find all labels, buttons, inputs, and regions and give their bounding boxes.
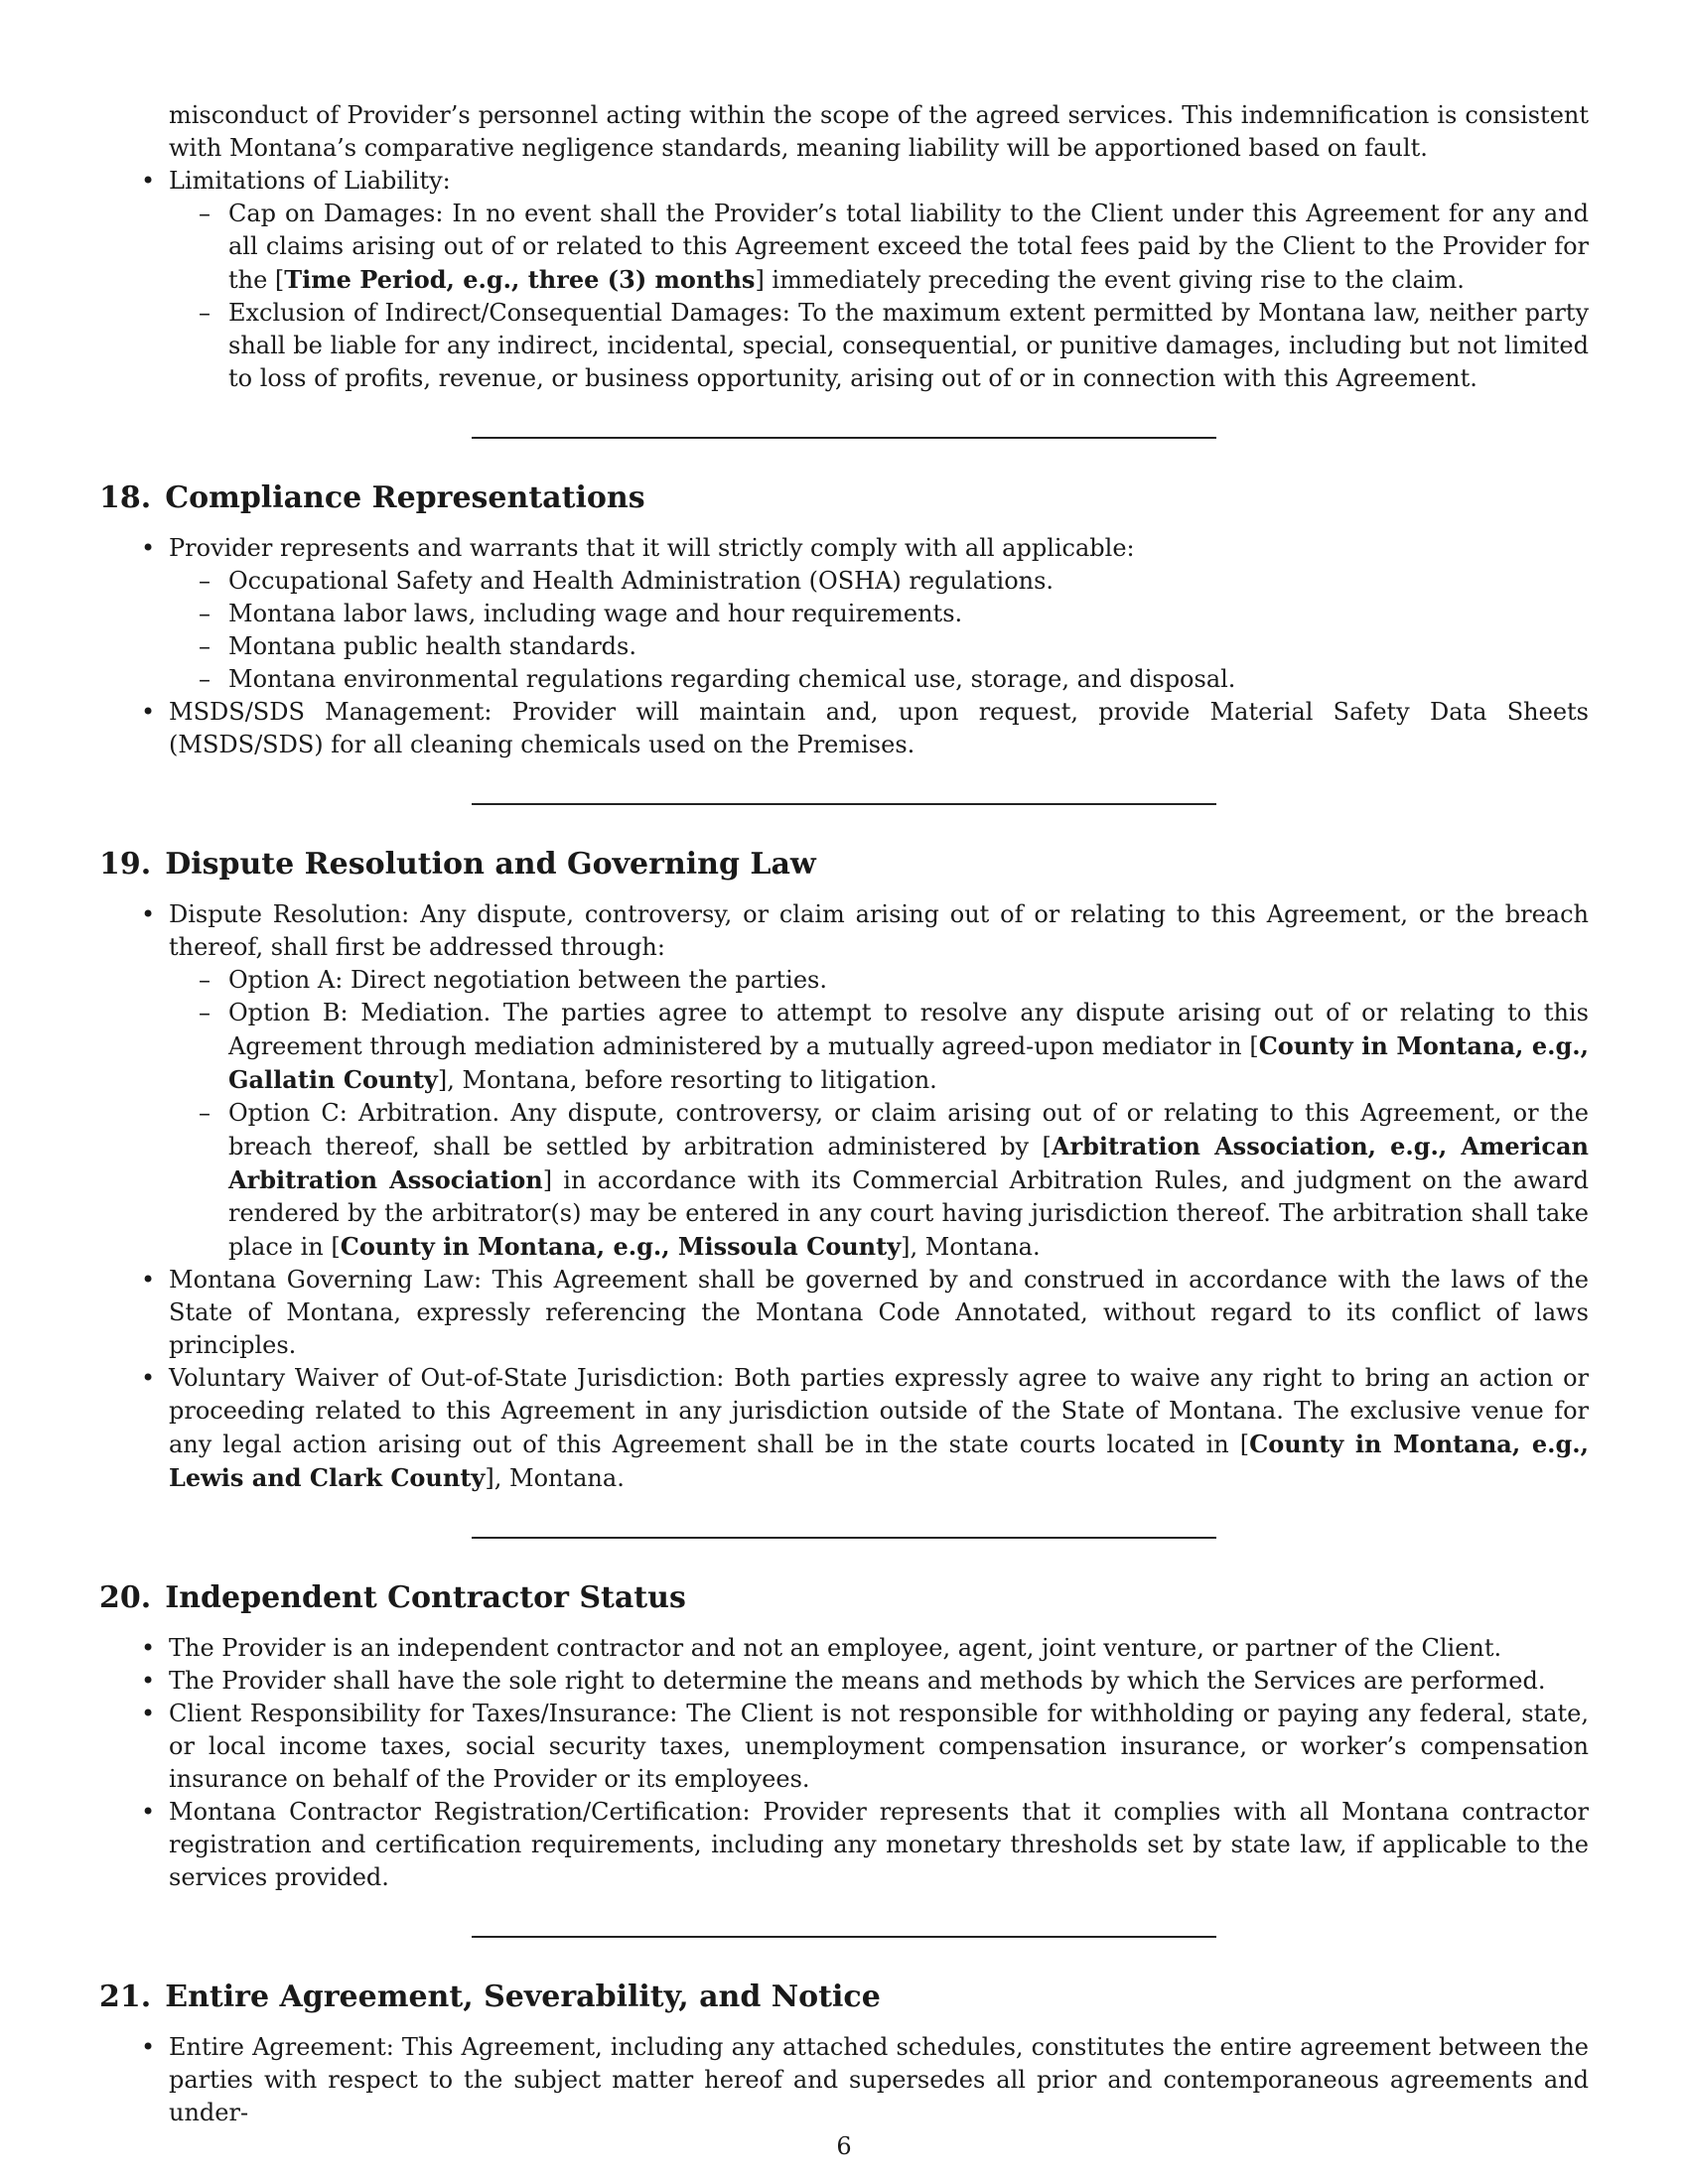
list-item xyxy=(228,297,1589,395)
option-c-placeholder-county: County in Montana, e.g., Missoula County xyxy=(340,1232,902,1261)
list-item xyxy=(228,997,1589,1097)
dispute-options xyxy=(169,964,1589,1264)
section-divider xyxy=(472,803,1216,805)
list-item xyxy=(228,198,1589,297)
list-item: • The Provider shall have the sole right to determine the means and methods by which the Services are performed. xyxy=(169,1665,1589,1698)
list-item: – Occupational Safety and Health Administration (OSHA) regulations. xyxy=(228,565,1589,598)
contractor-list xyxy=(99,1632,1589,1894)
list-item xyxy=(169,898,1589,1264)
option-c-placeholder-association: Arbitration Association, e.g., American Arbitration Association xyxy=(228,1132,1589,1194)
limitations-label: Limitations of Liability: xyxy=(169,167,451,195)
section-heading-19 xyxy=(99,847,1589,883)
section-heading-20 xyxy=(99,1580,1589,1616)
option-b-pre: Option B: Mediation. The parties agree to attempt to resolve any dispute arising out of or relating to this Agreement through mediation administered by a mutually agreed-upon mediator in [ xyxy=(228,999,1589,1060)
waiver-post: ], Montana. xyxy=(485,1464,625,1492)
list-item: – Montana public health standards. xyxy=(228,630,1589,663)
list-item xyxy=(228,1097,1589,1264)
list-item: • Entire Agreement: This Agreement, including any attached schedules, constitutes the entire agreement between the parties with respect to the subject matter hereof and supersedes all prior and contemporaneous agreements and under- xyxy=(169,2031,1589,2129)
entire-agreement-list xyxy=(99,2031,1589,2129)
section-number: 21. xyxy=(99,1979,152,2014)
section-title: Independent Contractor Status xyxy=(165,1580,686,1615)
exclusion-text: Exclusion of Indirect/Consequential Damages: To the maximum extent permitted by Montana law, neither party shall be liable for any indirect, incidental, special, consequential, or punitive damages, including but not limited to loss of profits, revenue, or business opportunity, arising out of or in connection with this Agreement. xyxy=(228,299,1589,392)
section-title: Entire Agreement, Severability, and Notice xyxy=(165,1979,881,2014)
section-divider xyxy=(472,1936,1216,1938)
continuation-text: misconduct of Provider’s personnel acting within the scope of the agreed services. This indemnification is consistent with Montana’s comparative negligence standards, meaning liability will be apportioned based on fault. xyxy=(169,101,1589,162)
waiver-placeholder: County in Montana, e.g., Lewis and Clark County xyxy=(169,1430,1590,1492)
compliance-lead: Provider represents and warrants that it will strictly comply with all applicable: xyxy=(169,534,1135,562)
section-number: 20. xyxy=(99,1580,152,1615)
waiver-pre: Voluntary Waiver of Out-of-State Jurisdiction: Both parties expressly agree to waive any right to bring an action or proceeding related to this Agreement in any jurisdiction outside of the State of Montana. The exclusive venue for any legal action arising out of this Agreement shall be in the state courts located in [ xyxy=(169,1364,1589,1458)
list-item xyxy=(169,1362,1589,1495)
dispute-lead: Dispute Resolution: Any dispute, controversy, or claim arising out of or relating to this Agreement, or the breach thereof, shall first be addressed through: xyxy=(169,900,1589,961)
list-item: • The Provider is an independent contractor and not an employee, agent, joint venture, or partner of the Client. xyxy=(169,1632,1589,1665)
section-heading-18 xyxy=(99,480,1589,516)
cap-placeholder: Time Period, e.g., three (3) months xyxy=(284,265,756,294)
list-item: – Montana environmental regulations regarding chemical use, storage, and disposal. xyxy=(228,663,1589,696)
option-c-post: ], Montana. xyxy=(901,1233,1041,1261)
section-title: Compliance Representations xyxy=(165,480,645,515)
section-number: 19. xyxy=(99,847,152,882)
list-item: • Montana Governing Law: This Agreement shall be governed by and construed in accordance with the laws of the State of Montana, expressly referencing the Montana Code Annotated, without regard to its conflict of laws principles. xyxy=(169,1264,1589,1362)
list-item: • MSDS/SDS Management: Provider will maintain and, upon request, provide Material Safety Data Sheets (MSDS/SDS) for all cleaning chemicals used on the Premises. xyxy=(169,696,1589,761)
compliance-list xyxy=(99,532,1589,761)
section-heading-21 xyxy=(99,1979,1589,2015)
option-b-post: ], Montana, before resorting to litigation. xyxy=(437,1066,937,1094)
page-content xyxy=(99,99,1589,2129)
list-item: • Montana Contractor Registration/Certification: Provider represents that it complies with all Montana contractor registration and certification requirements, including any monetary thresholds set by state law, if applicable to the services provided. xyxy=(169,1796,1589,1894)
section-divider xyxy=(472,437,1216,439)
section-divider xyxy=(472,1537,1216,1539)
option-c-mid: ] in accordance with its Commercial Arbitration Rules, and judgment on the award rendered by the arbitrator(s) may be entered in any court having jurisdiction thereof. The arbitration shall take place in [ xyxy=(228,1166,1589,1261)
list-item xyxy=(169,532,1589,696)
liability-list xyxy=(99,165,1589,395)
list-item: • Client Responsibility for Taxes/Insurance: The Client is not responsible for withholding or paying any federal, state, or local income taxes, social security taxes, unemployment compensation insurance, or worker’s compensation insurance on behalf of the Provider or its employees. xyxy=(169,1698,1589,1796)
cap-text-post: ] immediately preceding the event giving rise to the claim. xyxy=(755,266,1465,294)
section-title: Dispute Resolution and Governing Law xyxy=(165,847,816,882)
list-item: – Montana labor laws, including wage and hour requirements. xyxy=(228,598,1589,630)
limitations-sublist xyxy=(169,198,1589,395)
option-b-placeholder: County in Montana, e.g., Gallatin County xyxy=(228,1031,1589,1094)
option-c-pre: Option C: Arbitration. Any dispute, controversy, or claim arising out of or relating to this Agreement, or the breach thereof, shall be settled by arbitration administered by [ xyxy=(228,1099,1589,1160)
cap-text-pre: Cap on Damages: In no event shall the Provider’s total liability to the Client under this Agreement for any and all claims arising out of or related to this Agreement exceed the total fees paid by the Client to the Provider for the [ xyxy=(228,200,1589,294)
section-number: 18. xyxy=(99,480,152,515)
compliance-sublist xyxy=(169,565,1589,696)
indemnification-continuation xyxy=(99,99,1589,165)
page-number: 6 xyxy=(836,2132,852,2160)
list-item xyxy=(169,165,1589,395)
list-item: – Option A: Direct negotiation between the parties. xyxy=(228,964,1589,997)
dispute-list xyxy=(99,898,1589,1495)
